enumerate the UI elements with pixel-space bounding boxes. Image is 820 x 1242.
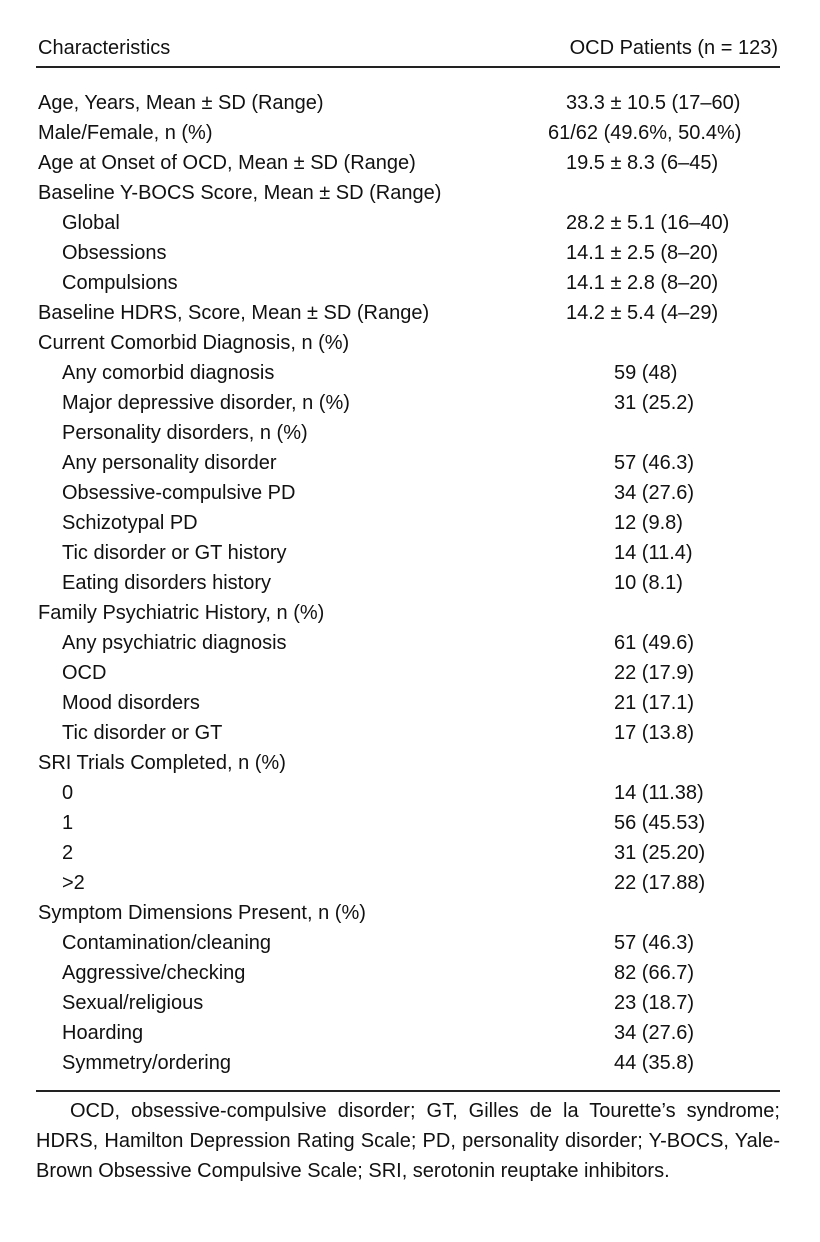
row-label: Any psychiatric diagnosis (62, 632, 287, 654)
table-row (36, 838, 780, 868)
table-row (36, 118, 780, 148)
row-value: 34 (27.6) (614, 1022, 695, 1044)
row-value: 14.1 ± 2.8 (8–20) (566, 272, 719, 294)
row-value: 17 (13.8) (614, 722, 695, 744)
row-label: 0 (62, 782, 74, 804)
row-value: 21 (17.1) (614, 692, 695, 714)
row-value: 56 (45.53) (614, 812, 706, 834)
footnote-text: OCD, obsessive-compulsive disorder; GT, Gilles de la Tourette’s syndrome; HDRS, Hamilton Depression Rating Scale; PD, personality disorder; Y-BOCS, Yale-Brown Obsessive Compulsive Scale; SRI, serotonin reuptake inhibitors. (36, 1100, 780, 1182)
row-label: Personality disorders, n (%) (62, 422, 308, 444)
table-row (36, 148, 780, 178)
table-row (36, 688, 780, 718)
row-label: Mood disorders (62, 692, 200, 714)
table-header (36, 30, 780, 66)
table-row (36, 268, 780, 298)
table-row (36, 808, 780, 838)
row-value: 14 (11.38) (614, 782, 704, 804)
row-label: Any comorbid diagnosis (62, 362, 275, 384)
row-label: Any personality disorder (62, 452, 277, 474)
table-row (36, 958, 780, 988)
bottom-rule (36, 1090, 780, 1092)
row-value: 61/62 (49.6%, 50.4%) (548, 122, 742, 144)
row-value: 44 (35.8) (614, 1052, 695, 1074)
row-label: 1 (62, 812, 74, 834)
table-row (36, 988, 780, 1018)
table-row (36, 88, 780, 118)
row-label: Current Comorbid Diagnosis, n (%) (38, 332, 350, 354)
row-value: 22 (17.88) (614, 872, 706, 894)
row-label: Tic disorder or GT history (62, 542, 287, 564)
row-value: 57 (46.3) (614, 932, 695, 954)
row-value: 59 (48) (614, 362, 678, 384)
row-label: Family Psychiatric History, n (%) (38, 602, 325, 624)
row-value: 57 (46.3) (614, 452, 695, 474)
table-row (36, 628, 780, 658)
row-label: Schizotypal PD (62, 512, 198, 534)
table-row (36, 718, 780, 748)
header-ocd-patients: OCD Patients (n = 123) (569, 37, 778, 59)
table-footnote (36, 1096, 780, 1186)
table-row (36, 448, 780, 478)
table-row (36, 928, 780, 958)
table-row (36, 568, 780, 598)
row-value: 12 (9.8) (614, 512, 683, 534)
characteristics-table (36, 30, 780, 1092)
row-label: Compulsions (62, 272, 178, 294)
row-value: 23 (18.7) (614, 992, 695, 1014)
table-row (36, 658, 780, 688)
row-label: Tic disorder or GT (62, 722, 223, 744)
row-value: 31 (25.20) (614, 842, 706, 864)
table-row (36, 538, 780, 568)
row-value: 34 (27.6) (614, 482, 695, 504)
row-label: 2 (62, 842, 74, 864)
row-label: Age at Onset of OCD, Mean ± SD (Range) (38, 152, 416, 174)
table-row (36, 418, 780, 448)
row-label: Contamination/cleaning (62, 932, 272, 954)
row-label: Hoarding (62, 1022, 144, 1044)
table-body (36, 68, 780, 1090)
row-label: Symmetry/ordering (62, 1052, 231, 1074)
row-label: Obsessions (62, 242, 167, 264)
row-label: Symptom Dimensions Present, n (%) (38, 902, 366, 924)
row-value: 19.5 ± 8.3 (6–45) (566, 152, 719, 174)
table-row (36, 598, 780, 628)
row-value: 14.1 ± 2.5 (8–20) (566, 242, 719, 264)
table-row (36, 298, 780, 328)
row-label: Major depressive disorder, n (%) (62, 392, 350, 414)
row-label: >2 (62, 872, 85, 894)
table-row (36, 508, 780, 538)
row-label: Aggressive/checking (62, 962, 246, 984)
table-row (36, 388, 780, 418)
row-value: 61 (49.6) (614, 632, 695, 654)
row-label: Eating disorders history (62, 572, 271, 594)
table-row (36, 208, 780, 238)
table-row (36, 1018, 780, 1048)
row-label: Baseline Y-BOCS Score, Mean ± SD (Range) (38, 182, 442, 204)
table-row (36, 868, 780, 898)
table-row (36, 328, 780, 358)
row-label: Male/Female, n (%) (38, 122, 213, 144)
header-characteristics: Characteristics (38, 37, 171, 59)
row-label: Baseline HDRS, Score, Mean ± SD (Range) (38, 302, 430, 324)
row-value: 14.2 ± 5.4 (4–29) (566, 302, 719, 324)
row-value: 31 (25.2) (614, 392, 695, 414)
row-label: Age, Years, Mean ± SD (Range) (38, 92, 324, 114)
row-value: 14 (11.4) (614, 542, 693, 564)
table-row (36, 778, 780, 808)
row-value: 28.2 ± 5.1 (16–40) (566, 212, 730, 234)
row-label: Global (62, 212, 120, 234)
table-row (36, 898, 780, 928)
table-row (36, 178, 780, 208)
row-label: Obsessive-compulsive PD (62, 482, 296, 504)
row-label: OCD (62, 662, 107, 684)
table-row (36, 238, 780, 268)
row-value: 33.3 ± 10.5 (17–60) (566, 92, 741, 114)
row-label: Sexual/religious (62, 992, 204, 1014)
table-row (36, 1048, 780, 1078)
row-value: 82 (66.7) (614, 962, 695, 984)
table-row (36, 748, 780, 778)
table-row (36, 478, 780, 508)
row-value: 10 (8.1) (614, 572, 683, 594)
row-value: 22 (17.9) (614, 662, 695, 684)
row-label: SRI Trials Completed, n (%) (38, 752, 286, 774)
table-row (36, 358, 780, 388)
